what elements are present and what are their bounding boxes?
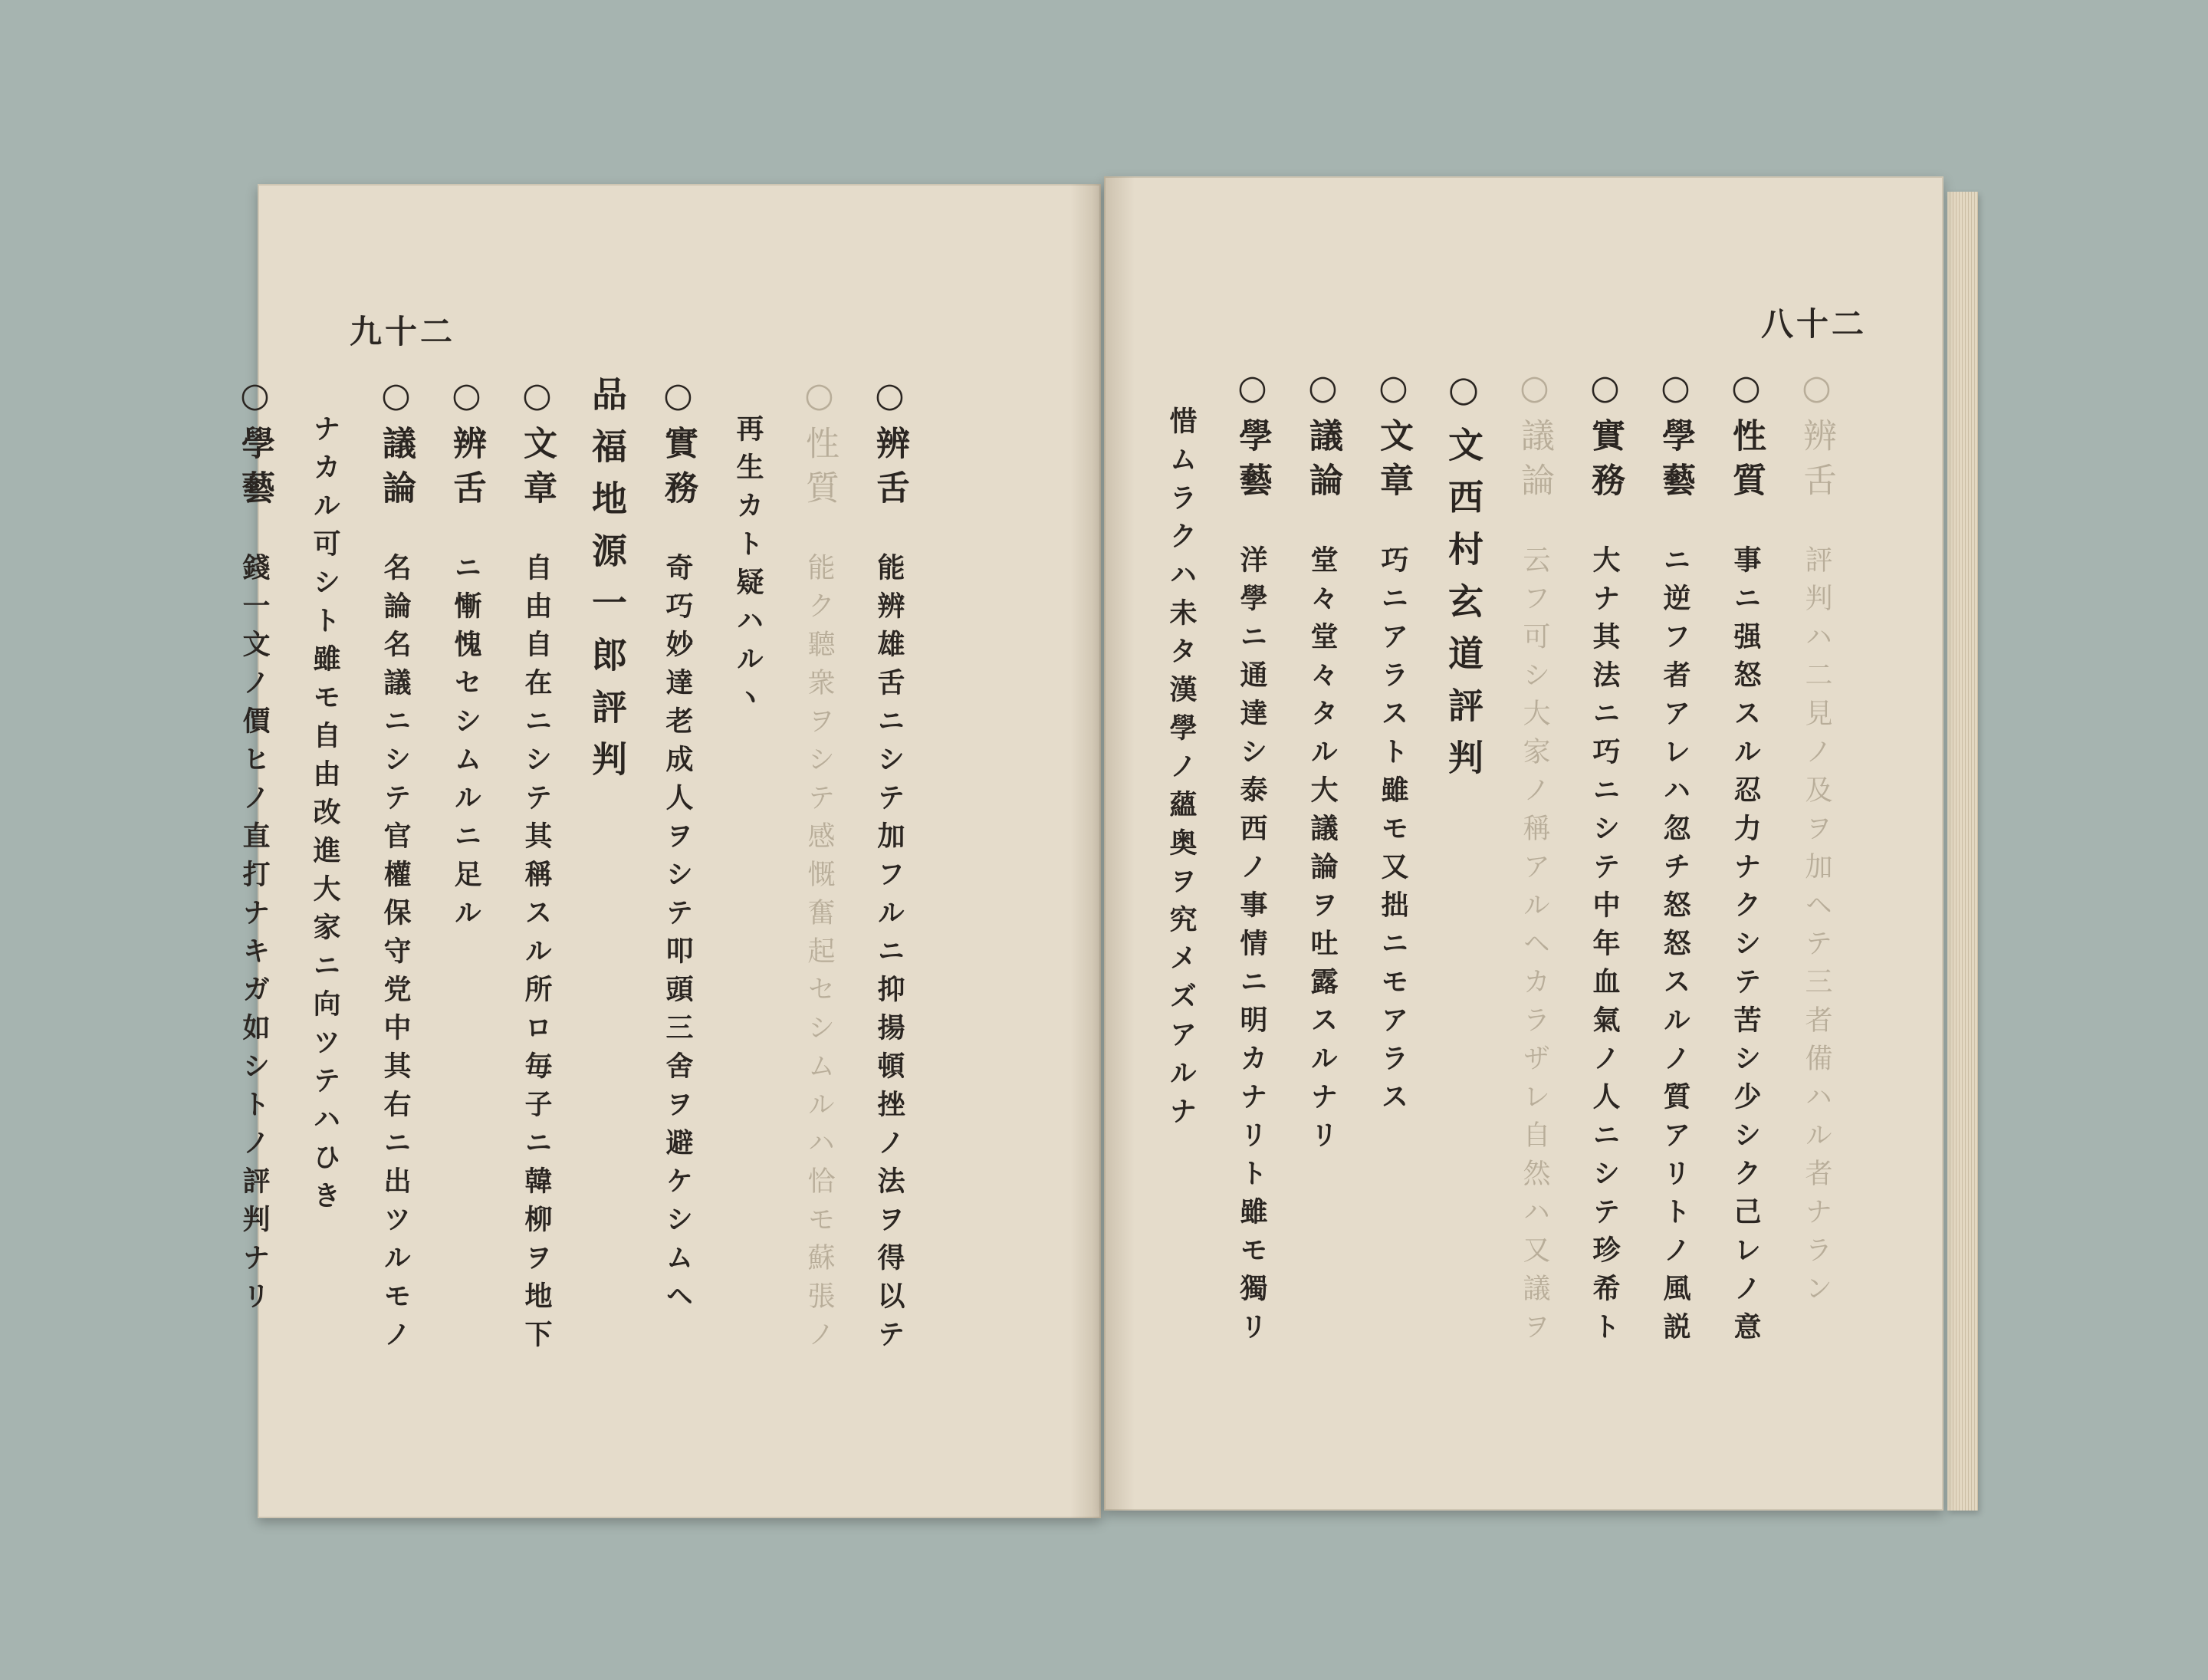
- column-body: 自由自在ニシテ其稱スル所ロ毎子ニ韓柳ヲ地下: [521, 553, 553, 1358]
- right-page-number: 八十二: [1760, 305, 1867, 343]
- text-column: [290, 376, 360, 1426]
- column-body: 錢一文ノ價ヒノ直打ナキガ如シトノ評判ナリ: [238, 553, 271, 1320]
- left-page-number: 九十二: [350, 313, 456, 350]
- section-title: [1428, 368, 1499, 1419]
- column-body: 大ナ其法ニ巧ニシテ中年血氣ノ人ニシテ珍希ト: [1589, 545, 1621, 1350]
- column-heading: ○實務: [659, 376, 698, 515]
- text-column: [1499, 368, 1569, 1419]
- text-column: [642, 376, 713, 1426]
- column-body: 云フ可シ大家ノ稱アルヘカラザレ自然ハ又議ヲ: [1519, 545, 1550, 1350]
- text-column: [784, 376, 854, 1426]
- column-body: ナカル可シト雖モ自由改進大家ニ向ツテハひき: [309, 414, 341, 1219]
- text-column: [1710, 368, 1781, 1419]
- text-column: [1146, 368, 1217, 1419]
- text-column: [854, 376, 925, 1426]
- column-body: 惜ムラクハ未タ漢學ノ蘊奥ヲ究メズアルナ: [1165, 406, 1198, 1135]
- text-column: [360, 376, 431, 1426]
- column-heading: 品福地源一郎評判: [586, 376, 628, 793]
- column-body: 奇巧妙達老成人ヲシテ叩頭三舍ヲ避ケシムヘ: [662, 553, 694, 1320]
- column-heading: ○學藝: [235, 376, 274, 515]
- text-column: [431, 376, 501, 1426]
- text-column: [1569, 368, 1640, 1419]
- column-heading: ○實務: [1585, 368, 1625, 507]
- column-heading: ○議論: [376, 376, 416, 515]
- column-body: ニ逆フ者アレハ忽チ怒怒スルノ質アリトノ風説: [1659, 545, 1691, 1350]
- column-heading: ○文西村玄道評判: [1443, 368, 1484, 791]
- text-column: [501, 376, 572, 1426]
- text-column: [1781, 368, 1852, 1419]
- right-page-text: [1150, 368, 1852, 1419]
- text-column: [713, 376, 784, 1426]
- column-heading: ○文章: [518, 376, 557, 515]
- column-body: 評判ハ二見ノ及ヲ加ヘテ三者備ハル者ナラン: [1801, 545, 1832, 1312]
- column-body: 巧ニアラスト雖モ又拙ニモアラス: [1377, 545, 1409, 1120]
- column-body: 事ニ强怒スル忍力ナクシテ苦シ少シク己レノ意: [1730, 545, 1762, 1350]
- right-page: [1104, 176, 1944, 1511]
- column-heading: ○文章: [1374, 368, 1413, 507]
- text-column: [1287, 368, 1358, 1419]
- column-heading: ○性質: [1727, 368, 1766, 507]
- section-title: [572, 376, 642, 1426]
- column-body: 能辨雄舌ニシテ加フルニ抑揚頓挫ノ法ヲ得以テ: [873, 553, 905, 1358]
- column-body: 洋學ニ通達シ泰西ノ事情ニ明カナリト雖モ獨リ: [1236, 545, 1268, 1350]
- column-body: 名論名議ニシテ官權保守党中其右ニ出ツルモノ: [380, 553, 412, 1358]
- left-page-text: [235, 376, 925, 1426]
- column-body: 能ク聽衆ヲシテ感慨奮起セシムルハ恰モ蘇張ノ: [803, 553, 835, 1358]
- text-column: [1217, 368, 1287, 1419]
- column-heading: ○學藝: [1233, 368, 1272, 507]
- page-edges: [1947, 192, 1978, 1511]
- left-page: [235, 184, 1101, 1518]
- column-heading: ○議論: [1515, 368, 1554, 507]
- text-column: [1358, 368, 1428, 1419]
- column-heading: ○性質: [800, 376, 839, 515]
- column-body: 堂々堂々タル大議論ヲ吐露スルナリ: [1306, 545, 1339, 1159]
- column-heading: ○學藝: [1656, 368, 1695, 507]
- column-heading: ○辨舌: [447, 376, 486, 515]
- text-column: [219, 376, 290, 1426]
- column-body: ニ慚愧セシムルニ足ル: [450, 553, 482, 936]
- column-heading: ○辨舌: [870, 376, 909, 515]
- column-body: 再生カト疑ハルヽ: [732, 414, 764, 721]
- column-heading: ○議論: [1303, 368, 1342, 507]
- column-heading: ○辨舌: [1797, 368, 1836, 507]
- text-column: [1640, 368, 1710, 1419]
- open-book: [235, 176, 1986, 1518]
